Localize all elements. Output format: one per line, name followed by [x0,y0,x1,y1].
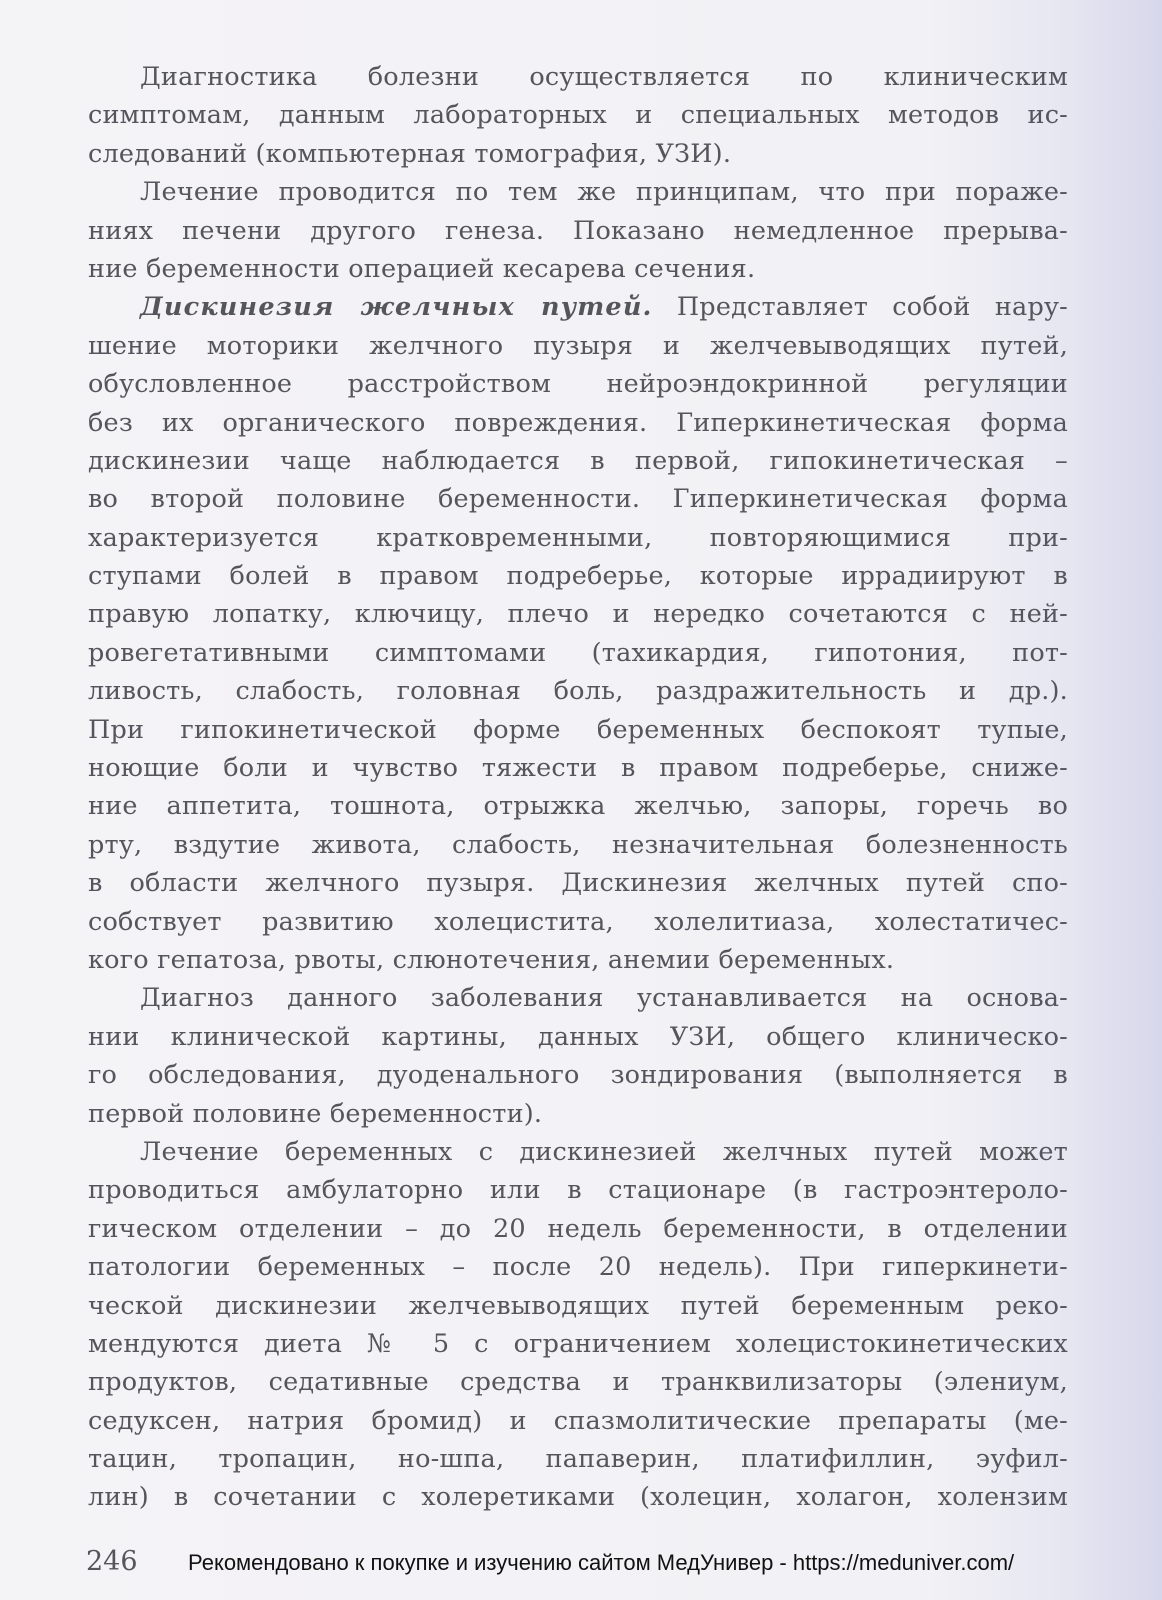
line-text: Диагностика болезни осуществляется по клиническим [140,62,1068,92]
line-text: ливость, слабость, головная боль, раздражительность и др.). [88,676,1068,707]
text-line [88,58,1068,96]
text-line [88,672,1068,710]
text-line [88,365,1068,403]
line-text: Диагноз данного заболевания устанавливается на основа- [140,983,1068,1014]
line-text: Лечение проводится по тем же принципам, что при пораже- [140,177,1068,208]
line-text: во второй половине беременности. Гиперкинетическая форма [88,484,1068,515]
line-text: Лечение беременных с дискинезией желчных путей может [140,1136,1068,1167]
body-text [88,58,1068,1517]
line-text: проводиться амбулаторно или в стационаре (в гастроэнтероло- [88,1175,1068,1206]
line-text: шение моторики желчного пузыря и желчевыводящих путей, [88,330,1068,361]
text-line [88,979,1068,1017]
text-line [88,941,1068,979]
line-text: гическом отделении – до 20 недель беременности, в отделении [88,1213,1068,1244]
line-text: продуктов, седативные средства и транквилизаторы (элениум, [88,1367,1068,1398]
line-text: патологии беременных – после 20 недель). При гиперкинети- [88,1252,1068,1283]
line-text: тацин, тропацин, но-шпа, папаверин, платифиллин, эуфил- [88,1444,1068,1475]
text-line [88,1440,1068,1478]
line-text: лин) в сочетании с холеретиками (холецин, холагон, холензим [88,1482,1068,1513]
section-term: Дискинезия желчных путей. [140,292,653,323]
text-line [88,1210,1068,1248]
line-text: характеризуется кратковременными, повторяющимися при- [88,522,1068,553]
text-line [88,1287,1068,1325]
line-text: го обследования, дуоденального зондирования (выполняется в [88,1060,1068,1091]
line-text: в области желчного пузыря. Дискинезия желчных путей спо- [88,868,1068,899]
watermark-text: Рекомендовано к покупке и изучению сайтом МедУнивер - https://meduniver.com/ [188,1550,1015,1575]
line-text: При гипокинетической форме беременных беспокоят тупые, [88,714,1068,745]
line-text: ние беременности операцией кесарева сечения. [88,253,756,284]
text-line [88,1363,1068,1401]
line-text: следований (компьютерная томография, УЗИ). [88,138,732,169]
line-text: симптомам, данным лабораторных и специальных методов ис- [88,100,1068,131]
text-line [88,749,1068,787]
text-line [88,1248,1068,1286]
line-text: мендуются диета № 5 с ограничением холецистокинетических [88,1328,1068,1359]
text-line [88,173,1068,211]
text-line [88,327,1068,365]
line-text: ние аппетита, тошнота, отрыжка желчью, запоры, горечь во [88,791,1068,822]
line-text: нии клинической картины, данных УЗИ, общего клиническо- [88,1021,1068,1052]
text-line [88,1056,1068,1094]
line-text: обусловленное расстройством нейроэндокринной регуляции [88,369,1068,400]
text-line [88,1325,1068,1363]
line-text: ровегетативными симптомами (тахикардия, гипотония, пот- [88,637,1068,668]
line-text: ноющие боли и чувство тяжести в правом подреберье, сниже- [88,753,1068,784]
text-line [88,557,1068,595]
line-text: правую лопатку, ключицу, плечо и нередко сочетаются с ней- [88,599,1068,630]
line-text: ступами болей в правом подреберье, которые иррадиируют в [88,561,1068,592]
text-line [88,480,1068,518]
text-line [88,519,1068,557]
text-line [88,1133,1068,1171]
line-text: собствует развитию холецистита, холелитиаза, холестатичес- [88,906,1068,937]
line-text: дискинезии чаще наблюдается в первой, гипокинетическая – [88,445,1068,476]
line-text: ниях печени другого генеза. Показано немедленное прерыва- [88,215,1068,246]
page-number: 246 [86,1546,138,1577]
text-line [88,1171,1068,1209]
text-line [88,711,1068,749]
line-text: кого гепатоза, рвоты, слюнотечения, анемии беременных. [88,944,895,975]
text-line [88,903,1068,941]
text-line [88,787,1068,825]
line-text: рту, вздутие живота, слабость, незначительная болезненность [88,829,1068,860]
line-text: первой половине беременности). [88,1098,543,1129]
text-line [88,442,1068,480]
page-footer [86,1546,1126,1586]
text-line [88,634,1068,672]
text-line [88,250,1068,288]
text-line [88,404,1068,442]
text-line [88,864,1068,902]
text-line [88,595,1068,633]
text-line [88,212,1068,250]
text-line [88,1095,1068,1133]
text-line [88,1018,1068,1056]
text-line [88,135,1068,173]
text-line [88,826,1068,864]
text-line [88,1478,1068,1516]
line-text: седуксен, натрия бромид) и спазмолитические препараты (ме- [88,1405,1068,1436]
text-line [88,96,1068,134]
line-text: ческой дискинезии желчевыводящих путей беременным реко- [88,1290,1068,1321]
text-line [88,1402,1068,1440]
line-text: без их органического повреждения. Гиперкинетическая форма [88,407,1068,438]
line-text: Представляет собой нару- [652,292,1068,323]
text-line [88,288,1068,326]
